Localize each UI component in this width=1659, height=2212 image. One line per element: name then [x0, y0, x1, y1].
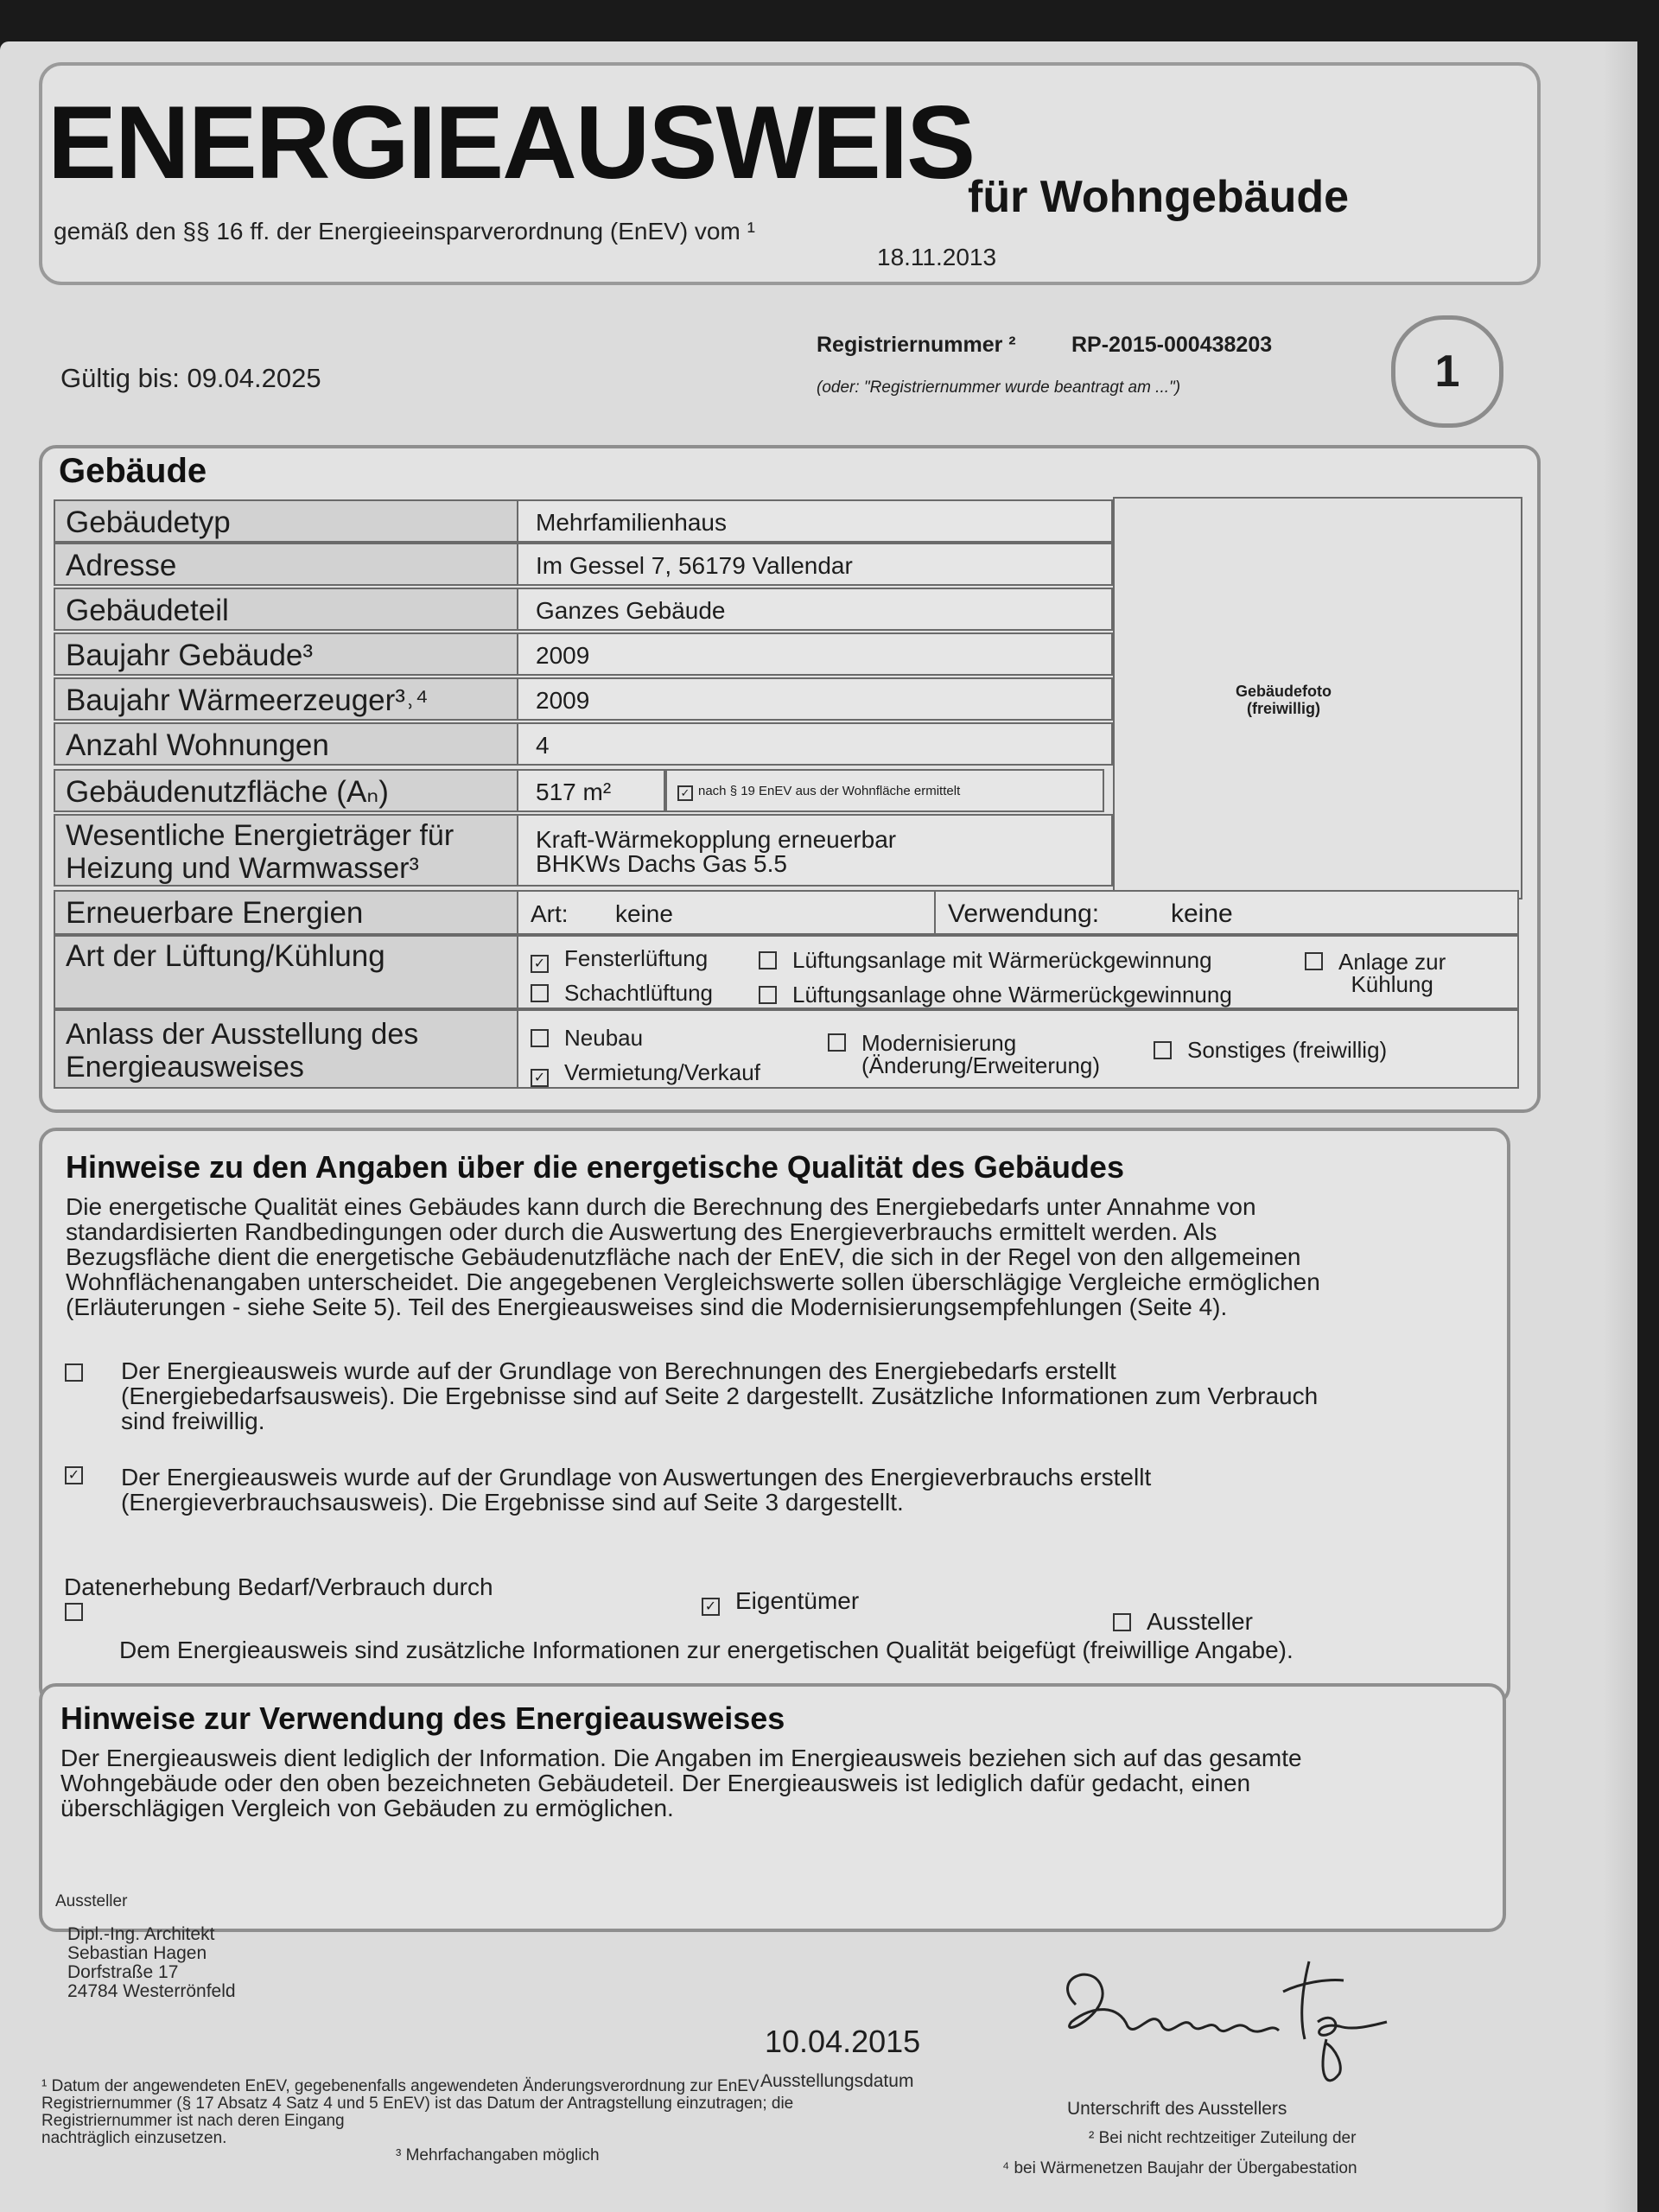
ventilation-shaft-checkbox[interactable]	[531, 980, 713, 1006]
consumption-certificate-line: (Energieverbrauchsausweis). Die Ergebnisse sind auf Seite 3 dargestellt.	[121, 1489, 904, 1516]
issuer-line: 24784 Westerrönfeld	[67, 1981, 236, 2001]
registration-hint: (oder: "Registriernummer wurde beantragt am ...")	[817, 378, 1181, 397]
data-collection-label: Datenerhebung Bedarf/Verbrauch durch	[64, 1573, 493, 1600]
row-value-building-part: Ganzes Gebäude	[517, 588, 1113, 631]
checkbox-mark	[759, 986, 777, 1004]
issue-reason-options-cell	[517, 1009, 1519, 1089]
renewable-type-value: keine	[615, 900, 673, 927]
footnote-4: ⁴ bei Wärmenetzen Baujahr der Übergabestation	[1002, 2159, 1357, 2177]
page-edge-shadow	[1603, 41, 1637, 2212]
area-method-note: nach § 19 EnEV aus der Wohnfläche ermittelt	[698, 784, 961, 798]
issuer-option-label: Aussteller	[1147, 1608, 1253, 1635]
renewable-type-label: Art:	[531, 900, 569, 927]
ventilation-window-checkbox[interactable]	[531, 945, 708, 971]
checkbox-mark	[531, 1029, 549, 1047]
owner-checkbox[interactable]	[702, 1588, 859, 1614]
photo-label-line1: Gebäudefoto	[1236, 683, 1332, 700]
checkbox-mark	[1154, 1041, 1172, 1059]
usage-notes-paragraph	[60, 1745, 1486, 1821]
footnote-2b: nachträglich einzusetzen.	[41, 2129, 227, 2147]
demand-certificate-line: Der Energieausweis wurde auf der Grundlage von Berechnungen des Energiebedarfs erstellt	[121, 1357, 1116, 1384]
reason-other-label: Sonstiges (freiwillig)	[1187, 1037, 1388, 1063]
demand-certificate-line: sind freiwillig.	[121, 1408, 265, 1434]
issuer-heading: Aussteller	[55, 1892, 128, 1910]
row-label-heater-year: Baujahr Wärmeerzeuger³˒⁴	[54, 677, 520, 721]
registration-label: Registriernummer ²	[817, 333, 1016, 357]
ventilation-heat-recovery-label: Lüftungsanlage mit Wärmerückgewinnung	[792, 947, 1212, 973]
usage-notes-line: Der Energieausweis dient lediglich der Information. Die Angaben im Energieausweis beziehen sich auf das gesamte	[60, 1745, 1302, 1771]
document-title: ENERGIEAUSWEIS	[48, 85, 975, 200]
issuer-checkbox[interactable]	[1113, 1609, 1253, 1635]
issue-reason-label-line1: Anlass der Ausstellung des	[66, 1018, 419, 1051]
registration-number: RP-2015-000438203	[1071, 333, 1273, 357]
footnote-5: ² Bei nicht rechtzeitiger Zuteilung der	[1089, 2129, 1357, 2147]
row-value-construction-year: 2009	[517, 632, 1113, 676]
owner-label: Eigentümer	[735, 1587, 860, 1614]
row-label-construction-year: Baujahr Gebäude³	[54, 632, 520, 676]
reason-other-checkbox[interactable]	[1154, 1037, 1387, 1063]
renewable-use-label: Verwendung:	[948, 899, 1100, 928]
quality-notes-line: standardisierten Randbedingungen oder durch die Auswertung des Energieverbrauchs ermittelt werden. Als	[66, 1218, 1217, 1245]
checkbox-mark	[1113, 1613, 1131, 1631]
row-label-energy-carrier	[54, 814, 520, 887]
usage-notes-title: Hinweise zur Verwendung des Energieausweises	[60, 1700, 785, 1736]
footnote-3: ³ Mehrfachangaben möglich	[396, 2146, 600, 2164]
energy-carrier-label-line1: Wesentliche Energieträger für	[66, 819, 454, 852]
ventilation-no-recovery-checkbox[interactable]	[759, 982, 1232, 1007]
additional-info-text: Dem Energieausweis sind zusätzliche Informationen zur energetischen Qualität beigefügt (freiwillige Angabe).	[119, 1637, 1294, 1663]
photo-label-line2: (freiwillig)	[1247, 700, 1320, 717]
row-value-address: Im Gessel 7, 56179 Vallendar	[517, 543, 1113, 586]
row-value-energy-carrier	[517, 814, 1113, 887]
renewable-use-value: keine	[1171, 899, 1233, 928]
demand-certificate-text	[121, 1358, 1469, 1433]
row-label-building-type: Gebäudetyp	[54, 499, 520, 543]
row-label-address: Adresse	[54, 543, 520, 586]
quality-notes-line: Die energetische Qualität eines Gebäudes kann durch die Berechnung des Energiebedarfs unter Annahme von	[66, 1193, 1256, 1220]
signature-label: Unterschrift des Ausstellers	[1067, 2099, 1287, 2119]
ventilation-shaft-label: Schachtlüftung	[564, 980, 714, 1006]
issuer-signature	[1041, 1944, 1404, 2117]
issuer-line: Dorfstraße 17	[67, 1962, 179, 1982]
row-value-usable-area: 517 m²	[517, 769, 665, 812]
reason-rent-sale-label: Vermietung/Verkauf	[564, 1059, 760, 1085]
checkbox-mark	[759, 951, 777, 969]
energy-carrier-value-line1: Kraft-Wärmekopplung erneuerbar	[536, 826, 897, 853]
legal-date: 18.11.2013	[877, 244, 997, 270]
row-label-building-part: Gebäudeteil	[54, 588, 520, 631]
ventilation-heat-recovery-checkbox[interactable]	[759, 947, 1212, 973]
issuer-line: Sebastian Hagen	[67, 1943, 207, 1963]
quality-notes-title: Hinweise zu den Angaben über die energetische Qualität des Gebäudes	[66, 1149, 1124, 1185]
quality-notes-line: Wohnflächenangaben unterscheidet. Die angegebenen Vergleichswerte sollen überschlägige Vergleiche ermöglichen	[66, 1268, 1320, 1295]
usage-notes-line: Wohngebäude oder den oben bezeichneten Gebäudeteil. Der Energieausweis ist lediglich dafür gedacht, einen	[60, 1770, 1251, 1796]
checkbox-mark	[1305, 952, 1323, 970]
row-label-issue-reason	[54, 1009, 520, 1089]
issue-reason-label-line2: Energieausweises	[66, 1051, 304, 1084]
renewable-type-cell	[517, 890, 936, 935]
issuer-address	[67, 1925, 236, 2001]
consumption-certificate-checkbox[interactable]: ✓	[65, 1466, 83, 1484]
reason-rent-sale-checkbox[interactable]	[531, 1059, 760, 1085]
cooling-label-line1: Anlage zur	[1338, 949, 1446, 975]
checkbox-mark	[828, 1033, 846, 1052]
quality-notes-line: (Erläuterungen - siehe Seite 5). Teil des Energieausweises sind die Modernisierungsempfehlungen (Seite 4).	[66, 1294, 1228, 1320]
checkbox-mark: ✓	[702, 1598, 720, 1616]
usage-notes-line: überschlägigen Vergleich von Gebäuden zu ermöglichen.	[60, 1795, 674, 1821]
consumption-certificate-text	[121, 1465, 1469, 1515]
document-subtitle: für Wohngebäude	[968, 172, 1350, 222]
reason-modernisation-sublabel: (Änderung/Erweiterung)	[861, 1052, 1101, 1078]
row-value-building-type: Mehrfamilienhaus	[517, 499, 1113, 543]
valid-until: Gültig bis: 09.04.2025	[60, 363, 321, 393]
footnote-1: ¹ Datum der angewendeten EnEV, gegebenenfalls angewendeten Änderungsverordnung zur EnEV	[41, 2077, 760, 2095]
demand-certificate-line: (Energiebedarfsausweis). Die Ergebnisse sind auf Seite 2 dargestellt. Zusätzliche Informationen zum Verbrauch	[121, 1382, 1319, 1409]
row-value-apartment-count: 4	[517, 722, 1113, 766]
cooling-label-line2: Kühlung	[1351, 971, 1433, 997]
area-method-checkbox[interactable]	[677, 779, 960, 804]
reason-new-build-label: Neubau	[564, 1025, 644, 1051]
ventilation-window-label: Fensterlüftung	[564, 945, 709, 971]
consumption-certificate-line: Der Energieausweis wurde auf der Grundlage von Auswertungen des Energieverbrauchs erstellt	[121, 1464, 1152, 1491]
reason-modernisation-checkbox[interactable]	[828, 1032, 1100, 1077]
issue-date: 10.04.2015	[765, 2024, 921, 2059]
issue-date-label: Ausstellungsdatum	[760, 2071, 914, 2091]
legal-basis: gemäß den §§ 16 ff. der Energieeinsparverordnung (EnEV) vom ¹	[54, 218, 755, 245]
reason-modernisation-label: Modernisierung	[861, 1030, 1017, 1056]
checkbox-mark: ✓	[677, 785, 693, 801]
building-photo-label	[1236, 683, 1332, 717]
checkbox-mark: ✓	[531, 955, 549, 973]
energy-carrier-label-line2: Heizung und Warmwasser³	[66, 852, 419, 885]
page-number-badge: 1	[1391, 315, 1503, 428]
row-label-renewable: Erneuerbare Energien	[54, 890, 520, 935]
row-label-ventilation: Art der Lüftung/Kühlung	[54, 935, 520, 1009]
demand-certificate-checkbox[interactable]	[65, 1363, 83, 1382]
row-label-apartment-count: Anzahl Wohnungen	[54, 722, 520, 766]
ventilation-no-recovery-label: Lüftungsanlage ohne Wärmerückgewinnung	[792, 982, 1232, 1007]
area-method-cell	[665, 769, 1104, 812]
issuer-line: Dipl.-Ing. Architekt	[67, 1924, 215, 1944]
cooling-checkbox[interactable]	[1305, 950, 1446, 995]
energy-carrier-value-line2: BHKWs Dachs Gas 5.5	[536, 850, 787, 877]
checkbox-mark	[531, 984, 549, 1002]
quality-notes-line: Bezugsfläche dient die energetische Gebäudenutzfläche nach der EnEV, die sich in der Regel von den allgemeinen	[66, 1243, 1301, 1270]
checkbox-mark: ✓	[531, 1069, 549, 1087]
row-label-usable-area: Gebäudenutzfläche (Aₙ)	[54, 769, 520, 812]
renewable-use-cell	[934, 890, 1519, 935]
quality-notes-paragraph	[66, 1194, 1491, 1319]
ventilation-options-cell	[517, 935, 1519, 1009]
row-value-heater-year: 2009	[517, 677, 1113, 721]
footnote-2a: Registriernummer (§ 17 Absatz 4 Satz 4 und 5 EnEV) ist das Datum der Antragstellung einzutragen; die Registriernummer ist nach deren Eingang	[41, 2094, 794, 2130]
building-section-title: Gebäude	[59, 452, 207, 490]
additional-info-checkbox[interactable]	[65, 1603, 83, 1621]
reason-new-build-checkbox[interactable]	[531, 1025, 643, 1051]
